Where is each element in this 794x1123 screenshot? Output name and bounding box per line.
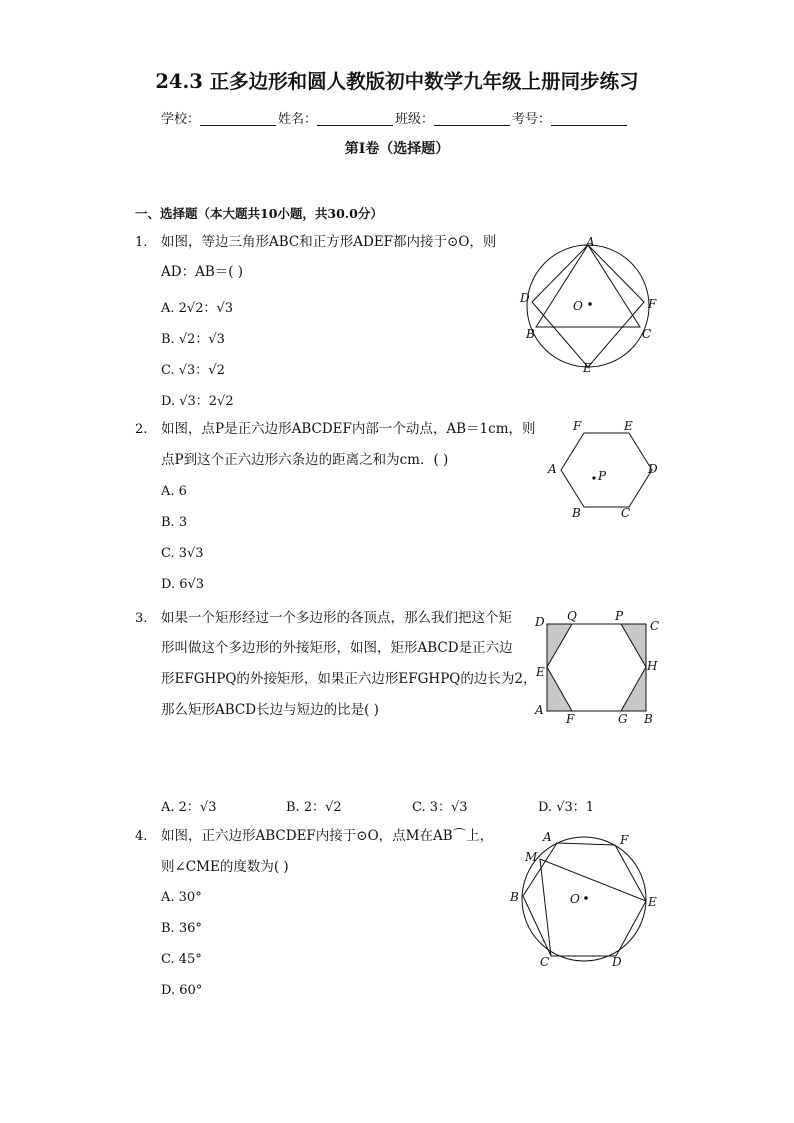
q2-label-d: D (648, 462, 658, 476)
q4-label-m: M (525, 850, 538, 864)
q3-figure (530, 608, 665, 728)
q2-label-f: F (573, 419, 582, 433)
q1-figure (505, 232, 665, 377)
q4-number: 4. (135, 829, 148, 844)
q2-stem-line1: 如图，点P是正六边形ABCDEF内部一个动点，AB＝1cm，则 (161, 421, 536, 437)
q2-point-p-dot (592, 476, 595, 479)
name-blank (317, 112, 393, 126)
q2-option-c: C. 3√3 (161, 546, 204, 561)
q4-label-b: B (510, 890, 519, 904)
q2-option-d: D. 6√3 (161, 577, 205, 592)
q4-figure (505, 823, 670, 973)
q4-center-dot (584, 896, 588, 900)
school-blank (200, 112, 276, 126)
q3-label-p: P (615, 609, 624, 623)
q4-label-o: O (570, 892, 580, 906)
q3-label-c: C (650, 619, 660, 633)
q4-label-a: A (543, 830, 552, 844)
q1-label-b: B (526, 327, 535, 341)
q3-option-b: B. 2：√2 (286, 800, 342, 815)
q3-number: 3. (135, 611, 148, 626)
q2-label-e: E (624, 419, 633, 433)
q1-option-c: C. √3：√2 (161, 363, 225, 378)
q1-label-f: F (648, 297, 657, 311)
q3-stem-line4: 那么矩形ABCD长边与短边的比是( ) (161, 702, 379, 718)
q2-stem-line2: 点P到这个正六边形六条边的距离之和为cm．( ) (161, 452, 449, 468)
school-label: 学校： (161, 112, 201, 127)
q2-label-a: A (548, 462, 557, 476)
page-title: 24.3 正多边形和圆人教版初中数学九年级上册同步练习 (155, 70, 639, 93)
q2-option-b: B. 3 (161, 515, 188, 530)
q2-label-c: C (621, 506, 631, 520)
q4-circle (522, 837, 646, 961)
q4-option-a: A. 30° (161, 890, 202, 905)
q3-label-g: G (618, 712, 628, 726)
q3-label-a: A (535, 703, 544, 717)
q4-label-f: F (620, 833, 629, 847)
q4-label-e: E (648, 895, 657, 909)
q1-center-dot (588, 302, 592, 306)
q1-label-d: D (520, 291, 530, 305)
class-label: 班级： (395, 112, 435, 127)
q3-label-f: F (566, 712, 575, 726)
q3-stem-line1: 如果一个矩形经过一个多边形的各顶点，那么我们把这个矩 (161, 610, 512, 626)
q3-label-d: D (535, 615, 545, 629)
q2-label-p: P (598, 469, 607, 483)
q1-option-d: D. √3：2√2 (161, 394, 234, 409)
q1-stem-line2: AD：AB＝( ) (161, 264, 244, 280)
q3-label-h: H (647, 659, 658, 673)
q4-option-d: D. 60° (161, 983, 203, 998)
section-heading: 一、选择题（本大题共10小题，共30.0分） (135, 206, 383, 221)
number-blank (551, 112, 627, 126)
q2-figure (540, 415, 670, 525)
q3-option-a: A. 2：√3 (161, 800, 217, 815)
q4-label-c: C (540, 955, 550, 969)
name-label: 姓名： (278, 112, 318, 127)
q2-hexagon (561, 433, 652, 507)
q3-option-d: D. √3：1 (538, 800, 595, 815)
q3-label-b: B (644, 712, 653, 726)
q3-stem-line3: 形EFGHPQ的外接矩形，如果正六边形EFGHPQ的边长为2， (161, 671, 537, 687)
q2-option-a: A. 6 (161, 484, 187, 499)
q2-number: 2. (135, 422, 148, 437)
q4-label-d: D (612, 955, 622, 969)
q4-angle-cme (540, 859, 646, 956)
q1-option-a: A. 2√2：√3 (161, 301, 234, 316)
q1-label-o: O (573, 299, 583, 313)
q1-number: 1. (135, 235, 148, 250)
q3-label-e: E (536, 665, 545, 679)
q4-stem-line2: 则∠CME的度数为( ) (161, 859, 289, 875)
q3-option-c: C. 3：√3 (412, 800, 468, 815)
q1-label-e: E (583, 361, 592, 375)
q1-label-c: C (642, 327, 652, 341)
q4-option-c: C. 45° (161, 952, 202, 967)
q1-label-a: A (586, 235, 595, 249)
student-info-line (161, 108, 629, 127)
q1-stem-line1: 如图，等边三角形ABC和正方形ADEF都内接于⊙O，则 (161, 234, 497, 250)
q4-option-b: B. 36° (161, 921, 202, 936)
number-label: 考号： (512, 112, 552, 127)
q1-option-b: B. √2：√3 (161, 332, 225, 347)
q1-circle (527, 245, 652, 367)
class-blank (434, 112, 510, 126)
q2-label-b: B (572, 506, 581, 520)
q3-label-q: Q (567, 609, 577, 623)
q3-stem-line2: 形叫做这个多边形的外接矩形，如图，矩形ABCD是正六边 (161, 640, 513, 656)
volume-heading: 第I卷（选择题） (344, 141, 450, 157)
q4-stem-line1: 如图，正六边形ABCDEF内接于⊙O，点M在AB⌒上， (161, 828, 494, 844)
